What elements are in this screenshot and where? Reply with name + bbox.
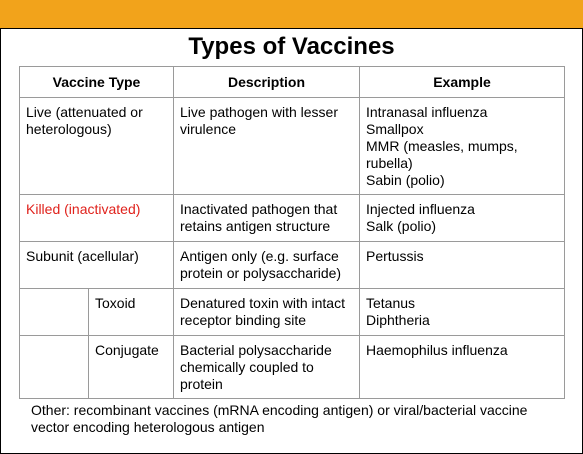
table-row: [20, 336, 565, 399]
example-item: Smallpox: [366, 121, 424, 137]
indent-cell: [20, 336, 89, 399]
description-cell: Denatured toxin with intact receptor binding site: [174, 289, 360, 336]
example-cell: [360, 98, 565, 195]
example-item: Salk (polio): [366, 218, 437, 234]
header-description: Description: [174, 67, 360, 98]
page-title: Types of Vaccines: [188, 33, 395, 60]
example-item: Sabin (polio): [366, 172, 445, 188]
vaccine-subtype-cell: Conjugate: [89, 336, 174, 399]
accent-bar: [0, 0, 583, 29]
vaccine-type-cell: Subunit (acellular): [20, 242, 174, 289]
footer-note: Other: recombinant vaccines (mRNA encoding antigen) or viral/bacterial vaccine vector encoding heterologous antigen: [31, 402, 528, 435]
example-cell: [360, 336, 565, 399]
example-cell: [360, 242, 565, 289]
description-cell: Live pathogen with lesser virulence: [174, 98, 360, 195]
table-header-row: [20, 67, 565, 98]
vaccine-table: [19, 66, 565, 399]
example-item: Diphtheria: [366, 312, 430, 328]
example-item: Intranasal influenza: [366, 104, 488, 120]
example-item: MMR (measles, mumps, rubella): [366, 138, 518, 171]
vaccine-type-cell: Killed (inactivated): [20, 195, 174, 242]
table-row: [20, 98, 565, 195]
table-row: [20, 195, 565, 242]
indent-cell: [20, 289, 89, 336]
header-example: Example: [360, 67, 565, 98]
description-cell: Inactivated pathogen that retains antigen structure: [174, 195, 360, 242]
vaccine-subtype-cell: Toxoid: [89, 289, 174, 336]
description-cell: Bacterial polysaccharide chemically coupled to protein: [174, 336, 360, 399]
example-item: Injected influenza: [366, 201, 475, 217]
example-item: Pertussis: [366, 248, 424, 264]
description-cell: Antigen only (e.g. surface protein or polysaccharide): [174, 242, 360, 289]
header-vaccine-type: Vaccine Type: [20, 67, 174, 98]
example-cell: [360, 289, 565, 336]
vaccine-type-cell: Live (attenuated or heterologous): [20, 98, 174, 195]
example-cell: [360, 195, 565, 242]
table-row: [20, 289, 565, 336]
table-row: [20, 242, 565, 289]
example-item: Tetanus: [366, 295, 416, 311]
example-item: Haemophilus influenza: [366, 342, 508, 358]
